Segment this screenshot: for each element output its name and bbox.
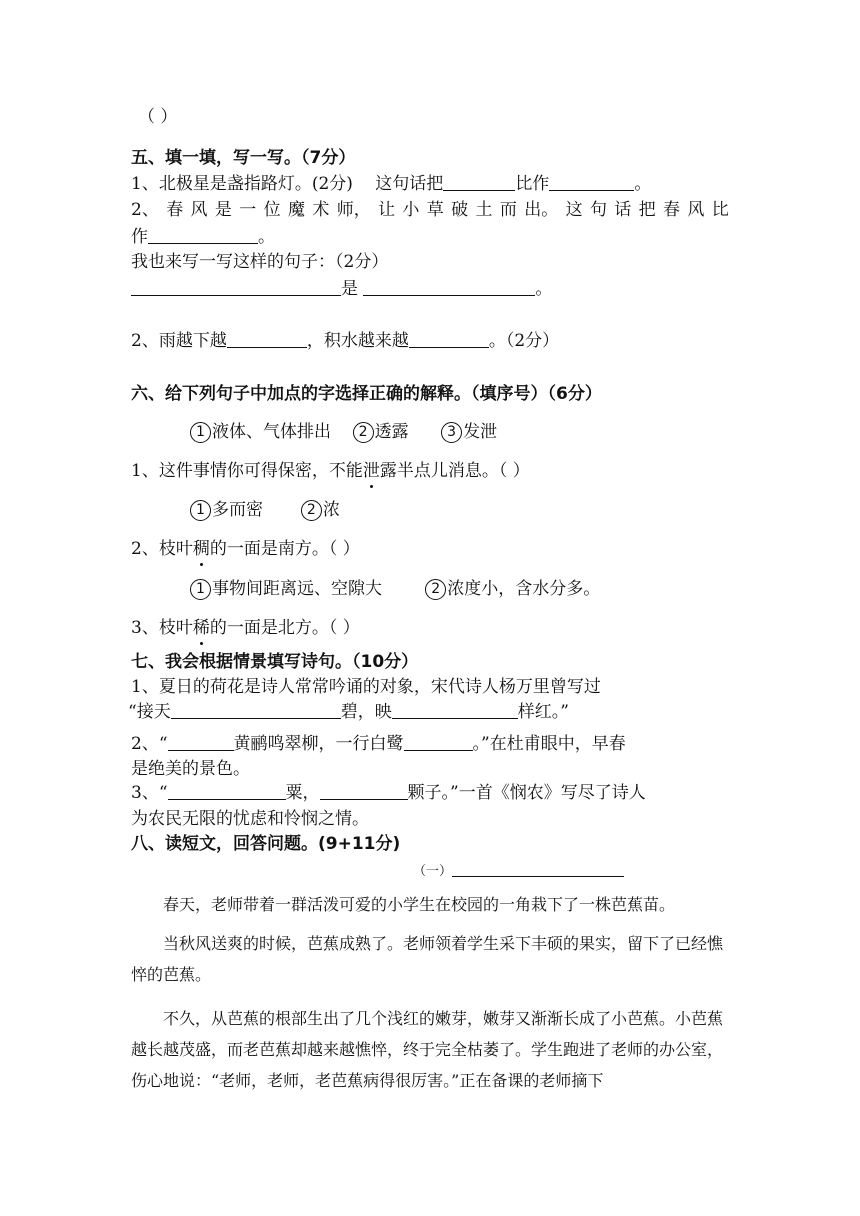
sec5-write-prompt: 我也来写一写这样的句子：（2分） — [131, 252, 389, 272]
section-7-title: 七、我会根据情景填写诗句。（10分） — [131, 652, 419, 672]
circled-number-3: 3 — [441, 422, 462, 443]
sec5-q2-char: 让 — [378, 200, 396, 220]
sec5-write-blank-1[interactable] — [131, 279, 341, 296]
circled-number-1: 1 — [190, 422, 211, 443]
sec6-q1-b: 露半点儿消息。（ ） — [379, 461, 530, 481]
sec7-q1-blank-2[interactable] — [392, 702, 518, 719]
sec5-write-line — [131, 278, 552, 300]
sec6-q1 — [131, 460, 530, 482]
dotted-char-chou: 稠 — [192, 539, 210, 559]
sec6-q2 — [131, 538, 360, 560]
sec5-q2-char: 句 — [589, 200, 607, 220]
sec5-q2-char: 出。 — [524, 200, 559, 220]
sec6-opt1-1: 液体、气体排出 — [212, 422, 331, 442]
sec7-q3-b: 粟， — [285, 783, 320, 803]
sec5-q1-text: 1、北极星是盏指路灯。(2分) 这句话把 — [131, 174, 444, 194]
sec7-q3-a: 3、“ — [131, 783, 168, 803]
sec7-q1-line1: 1、夏日的荷花是诗人常常吟诵的对象，宋代诗人杨万里曾写过 — [131, 677, 601, 697]
circled-number-2: 2 — [301, 500, 322, 521]
sec6-opt1-3: 发泄 — [463, 422, 498, 442]
sec5-q3 — [131, 330, 559, 352]
sec7-q2-line1 — [131, 733, 626, 755]
sec5-q2-char: 魔 — [287, 200, 305, 220]
sec6-options-1 — [190, 421, 497, 443]
sec7-q2-a: 2、“ — [131, 734, 168, 754]
sec7-q3-line1 — [131, 782, 646, 804]
sec5-q2-char: 春 — [663, 200, 681, 220]
sec6-opt2-1: 多而密 — [212, 500, 263, 520]
sec5-q3-blank-2[interactable] — [409, 331, 489, 348]
sec7-q3-blank-1[interactable] — [168, 783, 286, 800]
sec7-q1-line2 — [128, 701, 569, 723]
sec5-q2-char: 草 — [426, 200, 444, 220]
dotted-char-xie: 泄 — [362, 461, 380, 481]
sec6-opt3-1: 事物间距离远、空隙大 — [212, 579, 382, 599]
circled-number-2: 2 — [353, 422, 374, 443]
sec7-q2-line2: 是绝美的景色。 — [131, 759, 250, 779]
sec5-q2-char: 师， — [336, 200, 371, 220]
answer-paren: （ ） — [138, 107, 178, 127]
sec6-opt3-2: 浓度小，含水分多。 — [447, 579, 601, 599]
sec5-q2-char: 春 — [166, 200, 184, 220]
sec5-q3-a: 2、雨越下越 — [131, 331, 227, 351]
sec5-q2-char: 破 — [451, 200, 469, 220]
sec5-q2-char: 话 — [614, 200, 632, 220]
sec5-q2-char: 小 — [402, 200, 420, 220]
sec7-q2-c: 。”在杜甫眼中，早春 — [472, 734, 626, 754]
sec7-q1-a: “接天 — [128, 702, 171, 722]
sec5-q2-char: 术 — [312, 200, 330, 220]
section-8-title: 八、读短文，回答问题。(9+11分) — [131, 834, 401, 854]
section-5-title: 五、填一填，写一写。（7分） — [131, 148, 356, 168]
sec5-q2-char: 是 — [214, 200, 232, 220]
circled-number-1: 1 — [190, 500, 211, 521]
sec7-q3-blank-2[interactable] — [320, 783, 408, 800]
sec6-q1-a: 1、这件事情你可得保密，不能 — [131, 461, 363, 481]
sec5-write-blank-2[interactable] — [363, 279, 535, 296]
sec6-q2-a: 2、枝叶 — [131, 539, 193, 559]
sec5-q2-char: 这 — [565, 200, 583, 220]
passage-paragraph-2: 当秋风送爽的时候，芭蕉成熟了。老师领着学生采下丰硕的果实，留下了已经憔悴的芭蕉。 — [131, 934, 724, 984]
sec5-q1 — [131, 173, 651, 195]
passage-number: （一） — [413, 864, 453, 879]
sec5-write-mid: 是 — [341, 279, 358, 299]
sec5-q2-char: 土 — [475, 200, 493, 220]
sec5-q1-mid: 比作 — [515, 174, 550, 194]
sec5-q2-char: 而 — [499, 200, 517, 220]
sec5-q2-line1 — [131, 199, 729, 221]
passage-title-blank[interactable] — [452, 864, 624, 877]
circled-number-2: 2 — [425, 579, 446, 600]
sec5-q2-line2-b: 。 — [258, 227, 275, 247]
sec5-q3-blank-1[interactable] — [227, 331, 307, 348]
sec5-q2-char: 一 — [239, 200, 257, 220]
passage-paragraph-1: 春天，老师带着一群活泼可爱的小学生在校园的一角栽下了一株芭蕉苗。 — [163, 895, 676, 914]
sec5-q2-line2-a: 作 — [131, 227, 148, 247]
sec6-options-2 — [190, 499, 340, 521]
sec7-q3-line2: 为农民无限的忧虑和怜悯之情。 — [131, 809, 369, 829]
dotted-char-xi: 稀 — [192, 618, 210, 638]
sec6-opt1-2: 透露 — [374, 422, 409, 442]
sec6-opt2-2: 浓 — [322, 500, 340, 520]
sec5-q3-c: 。（2分） — [488, 331, 560, 351]
circled-number-1: 1 — [190, 579, 211, 600]
sec5-q1-blank-2[interactable] — [549, 174, 634, 191]
sec6-options-3 — [190, 578, 600, 600]
sec7-q1-b: 碧，映 — [340, 702, 392, 722]
sec5-q2-char: 比 — [711, 200, 729, 220]
sec5-q1-end: 。 — [634, 174, 652, 194]
sec5-write-end: 。 — [535, 279, 553, 299]
sec7-q2-blank-2[interactable] — [404, 734, 473, 751]
sec5-q2-char: 风 — [190, 200, 208, 220]
sec6-q3-a: 3、枝叶 — [131, 618, 193, 638]
sec6-q3-b: 的一面是北方。（ ） — [209, 618, 360, 638]
sec7-q2-b: 黄鹂鸣翠柳，一行白鹭 — [233, 734, 404, 754]
sec6-q3 — [131, 617, 360, 639]
sec7-q1-c: 样红。” — [517, 702, 569, 722]
sec7-q3-c: 颗子。”一首《悯农》写尽了诗人 — [407, 783, 646, 803]
sec5-q3-b: ，积水越来越 — [306, 331, 409, 351]
sec6-q2-b: 的一面是南方。（ ） — [209, 539, 360, 559]
sec7-q2-blank-1[interactable] — [168, 734, 234, 751]
sec5-q2-char: 2、 — [131, 200, 159, 220]
sec5-q1-blank-1[interactable] — [443, 174, 515, 191]
sec5-q2-blank[interactable] — [148, 227, 258, 244]
passage-subtitle — [413, 860, 624, 879]
sec5-q2-char: 位 — [263, 200, 281, 220]
sec5-q2-char: 把 — [638, 200, 656, 220]
sec7-q1-blank-1[interactable] — [171, 702, 341, 719]
section-6-title: 六、给下列句子中加点的字选择正确的解释。（填序号）（6分） — [131, 384, 602, 404]
sec5-q2-line2 — [131, 226, 275, 248]
sec5-q2-char: 风 — [687, 200, 705, 220]
passage-paragraph-3: 不久，从芭蕉的根部生出了几个浅红的嫩芽，嫩芽又渐渐长成了小芭蕉。小芭蕉越长越茂盛，而老芭蕉却越来越憔悴，终于完全枯萎了。学生跑进了老师的办公室，伤心地说：“老师，老师，老芭蕉病得很厉害。”正在备课的老师摘下 — [131, 1009, 724, 1090]
